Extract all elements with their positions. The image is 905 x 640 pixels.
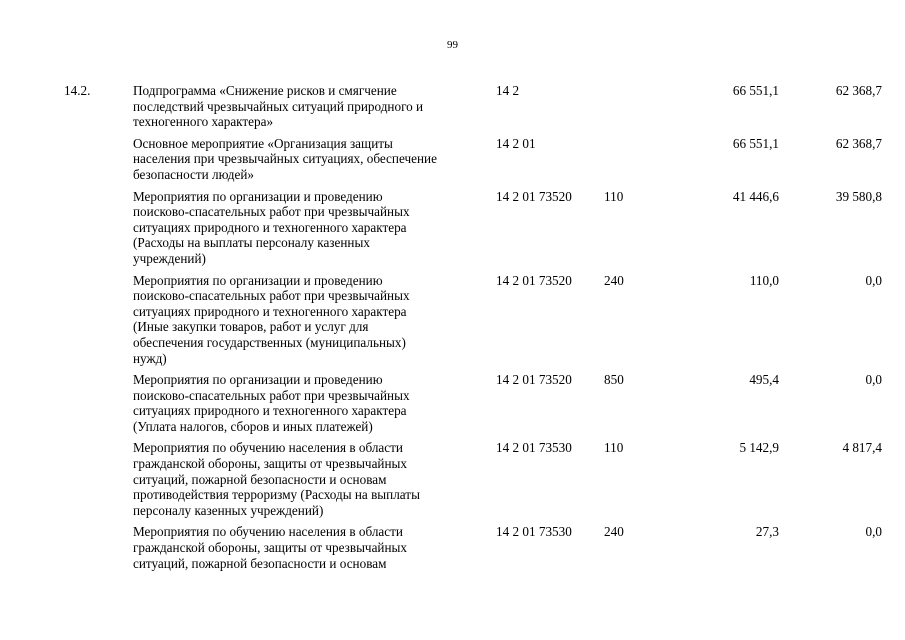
amount-year-2: 62 368,7 bbox=[835, 135, 882, 151]
budget-table bbox=[0, 83, 905, 577]
row-name-line: гражданской обороны, защиты от чрезвычайных bbox=[133, 540, 407, 556]
row-name-line: ситуациях природного и техногенного характера bbox=[133, 403, 407, 419]
row-name-line: (Иные закупки товаров, работ и услуг для bbox=[133, 319, 369, 335]
table-row bbox=[0, 83, 905, 136]
amount-year-2: 0,0 bbox=[865, 272, 882, 288]
amount-year-2: 4 817,4 bbox=[842, 440, 882, 456]
row-name-line: последствий чрезвычайных ситуаций природного и bbox=[133, 98, 424, 114]
expense-type-code: 240 bbox=[604, 524, 624, 540]
row-name bbox=[133, 136, 488, 183]
expense-type-code: 850 bbox=[604, 372, 624, 388]
table-row bbox=[0, 189, 905, 273]
row-name-line: Основное мероприятие «Организация защиты bbox=[133, 135, 393, 151]
row-name-line: Мероприятия по обучению населения в области bbox=[133, 524, 403, 540]
table-row bbox=[0, 440, 905, 524]
row-name-line: учреждений) bbox=[133, 250, 206, 266]
row-name-line: Подпрограмма «Снижение рисков и смягчение bbox=[133, 83, 397, 98]
amount-year-1: 66 551,1 bbox=[732, 83, 779, 98]
row-name-line: нужд) bbox=[133, 350, 167, 366]
row-name bbox=[133, 524, 488, 571]
expense-type-code: 110 bbox=[604, 440, 624, 456]
row-name-line: Мероприятия по организации и проведению bbox=[133, 188, 383, 204]
row-name-line: (Уплата налогов, сборов и иных платежей) bbox=[133, 418, 373, 434]
target-article-code: 14 2 bbox=[496, 83, 520, 98]
row-name-line: Мероприятия по организации и проведению bbox=[133, 372, 383, 388]
expense-type-code: 110 bbox=[604, 188, 624, 204]
row-name-line: обеспечения государственных (муниципальных) bbox=[133, 334, 406, 350]
row-name-line: Мероприятия по обучению населения в области bbox=[133, 440, 403, 456]
amount-year-2: 0,0 bbox=[865, 524, 882, 540]
row-name-line: персоналу казенных учреждений) bbox=[133, 502, 324, 518]
target-article-code: 14 2 01 73520 bbox=[496, 272, 572, 288]
page-number: 99 bbox=[447, 39, 458, 51]
target-article-code: 14 2 01 73530 bbox=[496, 440, 572, 456]
table-row bbox=[0, 524, 905, 577]
amount-year-2: 62 368,7 bbox=[835, 83, 882, 98]
row-name bbox=[133, 273, 488, 367]
amount-year-1: 5 142,9 bbox=[739, 440, 779, 456]
row-name bbox=[133, 440, 488, 518]
amount-year-1: 41 446,6 bbox=[732, 188, 779, 204]
row-name-line: ситуациях природного и техногенного характера bbox=[133, 219, 407, 235]
row-name bbox=[133, 372, 488, 434]
row-name bbox=[133, 189, 488, 267]
amount-year-2: 0,0 bbox=[865, 372, 882, 388]
amount-year-1: 110,0 bbox=[749, 272, 779, 288]
amount-year-1: 66 551,1 bbox=[732, 135, 779, 151]
row-name-line: (Расходы на выплаты персоналу казенных bbox=[133, 235, 370, 251]
row-name-line: безопасности людей» bbox=[133, 166, 254, 182]
target-article-code: 14 2 01 bbox=[496, 135, 536, 151]
amount-year-1: 495,4 bbox=[749, 372, 779, 388]
row-name-line: поисково-спасательных работ при чрезвычайных bbox=[133, 288, 410, 304]
table-row bbox=[0, 136, 905, 189]
target-article-code: 14 2 01 73520 bbox=[496, 188, 572, 204]
table-row bbox=[0, 372, 905, 440]
row-name bbox=[133, 83, 488, 130]
row-name-line: ситуациях природного и техногенного характера bbox=[133, 303, 407, 319]
row-name-line: поисково-спасательных работ при чрезвычайных bbox=[133, 204, 410, 220]
target-article-code: 14 2 01 73530 bbox=[496, 524, 572, 540]
row-name-line: ситуаций, пожарной безопасности и основам bbox=[133, 471, 387, 487]
row-name-line: поисково-спасательных работ при чрезвычайных bbox=[133, 387, 410, 403]
row-number: 14.2. bbox=[64, 83, 91, 98]
row-name-line: ситуаций, пожарной безопасности и основам bbox=[133, 555, 387, 571]
row-name-line: гражданской обороны, защиты от чрезвычайных bbox=[133, 456, 407, 472]
row-name-line: населения при чрезвычайных ситуациях, обеспечение bbox=[133, 151, 437, 167]
amount-year-2: 39 580,8 bbox=[835, 188, 882, 204]
table-row bbox=[0, 273, 905, 373]
expense-type-code: 240 bbox=[604, 272, 624, 288]
amount-year-1: 27,3 bbox=[755, 524, 779, 540]
row-name-line: Мероприятия по организации и проведению bbox=[133, 272, 383, 288]
row-name-line: противодействия терроризму (Расходы на выплаты bbox=[133, 487, 420, 503]
target-article-code: 14 2 01 73520 bbox=[496, 372, 572, 388]
row-name-line: техногенного характера» bbox=[133, 114, 274, 130]
